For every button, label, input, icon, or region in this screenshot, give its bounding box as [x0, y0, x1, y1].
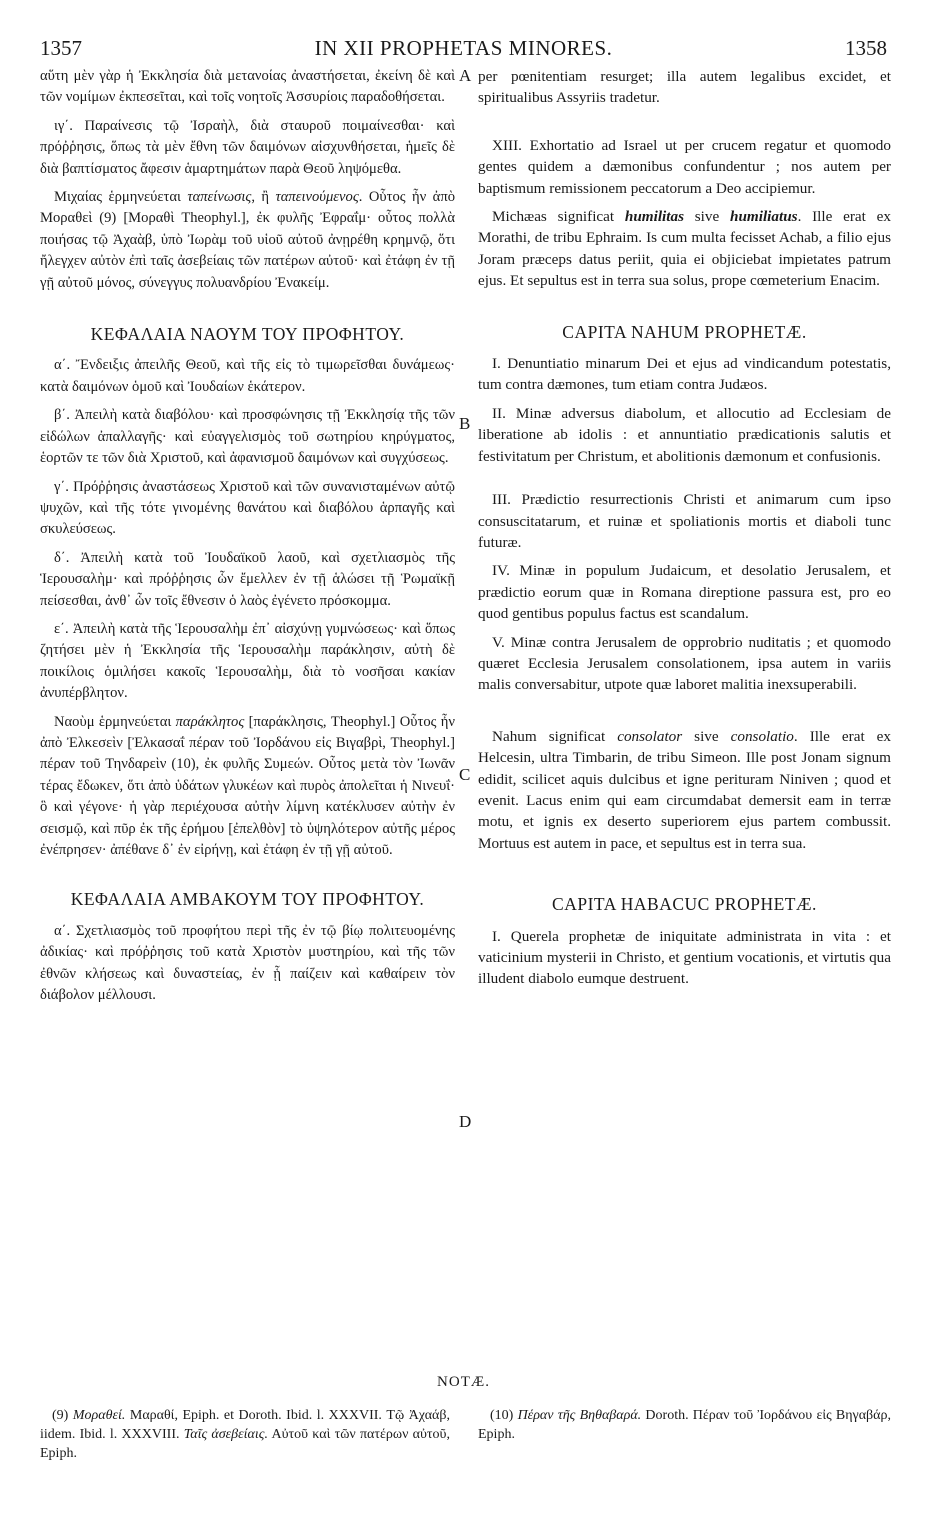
- italic-run: παράκλητος: [175, 713, 245, 730]
- text-run: Μαραθί, Epiph. et Doroth. Ibid. l. XXXVII. Τῷ Ἀχαάβ, iidem. Ibid. l. XXXVIII.: [40, 1408, 450, 1442]
- footnote-10: [478, 1406, 891, 1444]
- italic-run: humiliatus: [730, 208, 798, 226]
- greek-paragraph-naoum: [40, 712, 455, 862]
- latin-chapter-item: II. Minæ adversus diabolum, et allocutio ad Ecclesiam de liberatione ab idolis : et annuntiatio prædicationis salutis et festivitatum per Christum, et abolitionis dæmonum et confusionis.: [478, 404, 891, 465]
- italic-run: consolatio: [730, 727, 794, 745]
- text-run: Μιχαίας ἑρμηνεύεται: [54, 189, 188, 206]
- italic-run: Ταῖς ἀσεβείαις.: [183, 1427, 268, 1442]
- page-number-right: 1358: [845, 36, 887, 60]
- greek-chapter-item: α΄. Ἔνδειξις ἀπειλῆς Θεοῦ, καὶ τῆς εἰς τὸ τιμωρεῖσθαι δυνάμεως· κατὰ δαιμόνων ὁμοῦ καὶ Ἰουδαίων ἑκάτερον.: [40, 357, 455, 395]
- running-title: IN XII PROPHETAS MINORES.: [314, 36, 613, 60]
- latin-chapter-item: IV. Minæ in populum Judaicum, et desolatio Jerusalem, et prædictio eorum quæ in Romana direptione passura est, pro eo quod gentibus populus factus est scandalum.: [478, 562, 891, 623]
- italic-run: Μοραθεί.: [72, 1408, 126, 1423]
- text-run: (9): [52, 1408, 73, 1423]
- italic-run: consolator: [617, 727, 683, 745]
- margin-letter-b: B: [459, 414, 471, 433]
- latin-chapter-item: I. Denuntiatio minarum Dei et ejus ad vindicandum potestatis, tum contra dæmones, tum etiam contra Judæos.: [478, 355, 891, 394]
- latin-paragraph-michaeas: [478, 206, 891, 292]
- text-run: Michæas significat: [492, 208, 625, 226]
- greek-chapter-item: β΄. Ἀπειλὴ κατὰ διαβόλου· καὶ προσφώνησις τῇ Ἐκκλησίᾳ τῆς τῶν εἰδώλων ἀπαλλαγῆς· καὶ εὐαγγελισμὸς τοῦ σωτηρίου κηρύγματος, ἑορτῶν τε τῶν διὰ Χριστοῦ, καὶ ἀφανισμοῦ δαιμόνων καὶ συγχύσεως.: [40, 407, 455, 467]
- latin-column: [478, 66, 891, 997]
- text-run: sive: [682, 727, 731, 745]
- latin-paragraph: XIII. Exhortatio ad Israel ut per crucem regatur et quomodo gentes quidem a dæmonibus confundentur ; nos autem per baptismum remissionem peccatorum a Deo accipiemur.: [478, 136, 891, 197]
- latin-chapter-item: V. Minæ contra Jerusalem de opprobrio nuditatis ; et quomodo quæret Ecclesia Jerusalem consolationem, ipsa autem in variis malis conversabitur, utpote quæ laboret malitia inexsuperabili.: [478, 633, 891, 694]
- latin-chapter-item: III. Prædictio resurrectionis Christi et animarum cum ipso consuscitatarum, et ruinæ et spoliationis mortis et diaboli tunc futuræ.: [478, 491, 891, 551]
- italic-run: humilitas: [624, 208, 684, 226]
- text-run: Αὐτοῦ καὶ τῶν πατέρων αὐτοῦ, Epiph.: [40, 1427, 450, 1461]
- italic-run: ταπεινούμενος: [275, 189, 359, 206]
- latin-paragraph-nahum: [478, 726, 891, 854]
- greek-chapter-item: γ΄. Πρόῤῥησις ἀναστάσεως Χριστοῦ καὶ τῶν συνανισταμένων αὐτῷ ψυχῶν, καὶ τῆς τότε γινομένης θανάτου καὶ διαβόλου ἁρπαγῆς καὶ σκυλεύσεως.: [40, 478, 455, 538]
- margin-letter-a: A: [459, 66, 472, 85]
- running-header: [40, 36, 887, 66]
- notes-title: NOTÆ.: [437, 1374, 490, 1390]
- text-run: Ναοὺμ ἑρμηνεύεται: [54, 713, 176, 730]
- greek-chapter-item: δ΄. Ἀπειλὴ κατὰ τοῦ Ἰουδαϊκοῦ λαοῦ, καὶ σχετλιασμὸς τῆς Ἱερουσαλὴμ· καὶ πρόῤῥησις ὧν ἔμελλεν ἐν τῇ ἁλώσει τῇ Ῥωμαϊκῇ πείσεσθαι, ἀνθ᾽ ὧν τοῖς ἔθνεσιν ὁ λαὸς ἐγένετο πρόσκομμα.: [40, 549, 455, 609]
- margin-letter-d: D: [459, 1112, 472, 1131]
- latin-chapter-item: I. Querela prophetæ de iniquitate administrata in vita : et vaticinium mysterii in Christo, et gentium vocationis, et virtutis qua illudent diabolo eumque destruent.: [478, 927, 891, 988]
- section-heading-naoum: ΚΕΦΑΛΑΙΑ ΝΑΟΥΜ ΤΟΥ ΠΡΟΦΗΤΟΥ.: [90, 324, 405, 345]
- text-run: . Ille erat ex Morathi, de tribu Ephraim. Is cum multa fecisset Achab, a filio ejus Joram præceps datus periit, quia ei objiciebat impietates patrum ejus. Et sepultus est in terra sua solus, prope cœmeterium Enacim.: [478, 208, 892, 290]
- greek-paragraph: ιγ΄. Παραίνεσις τῷ Ἰσραὴλ, διὰ σταυροῦ ποιμαίνεσθαι· καὶ πρόῤῥησις, ὅπως τὰ μὲν ἔθνη τῶν δαιμόνων αἰσχυνθήσεται, ἡμεῖς δὲ διὰ βαπτίσματος ἄφεσιν ἁμαρτημάτων παρὰ Θεοῦ ληψόμεθα.: [40, 117, 455, 177]
- page-number-left: 1357: [40, 36, 82, 60]
- section-heading-nahum: CAPITA NAHUM PROPHETÆ.: [562, 321, 807, 342]
- text-run: . Οὗτος ἦν ἀπὸ Μοραθεὶ (9) [Μοραθὶ Theophyl.], ἐκ φυλῆς Ἐφραΐμ· οὗτος πολλὰ ποιήσας τῷ Ἀχαὰβ, ὑπὸ Ἰωρὰμ τοῦ υἱοῦ αὐτοῦ ἀνῃρέθη κρημνῷ, ὅτι ἤλεγχεν αὐτὸν ἐπὶ ταῖς ἀσεβείαις τῶν πατέρων αὐτοῦ· καὶ ἐτάφη ἐν τῇ γῇ αὐτοῦ μόνος, σύνεγγυς πολυανδρίου Ἐνακείμ.: [40, 189, 455, 291]
- section-heading-ambakoum: ΚΕΦΑΛΑΙΑ ΑΜΒΑΚΟΥΜ ΤΟΥ ΠΡΟΦΗΤΟΥ.: [70, 889, 425, 910]
- text-run: sive: [684, 208, 731, 226]
- latin-paragraph: per pœnitentiam resurget; illa autem legalibus excidet, et spiritualibus Assyriis tradetur.: [478, 68, 891, 107]
- margin-letter-c: C: [459, 765, 471, 784]
- text-run: . Ille erat ex Helcesin, ultra Timbarin, de tribu Simeon. Ille post Jonam signum edidit, scilicet aquis dulcibus et igne perituram Niniven ; quod et evenit. Lacus enim qui eam circumdabat demersit eam in terræ motu, et ignis ex deserto superiorem ejus partem combussit. Mortuus est autem in pace, et sepultus est in terra sua.: [478, 727, 891, 852]
- italic-run: Πέραν τῆς Βηθαβαρά.: [517, 1408, 642, 1423]
- greek-paragraph: αὕτη μὲν γὰρ ἡ Ἐκκλησία διὰ μετανοίας ἀναστήσεται, ἐκείνη δὲ καὶ τῶν νομίμων ἐκπεσεῖται, καὶ τοῖς νοητοῖς Ἀσσυρίοις παραδοθήσεται.: [40, 68, 455, 106]
- text-run: (10): [490, 1408, 518, 1423]
- greek-column: [40, 66, 455, 1013]
- footnote-9: [40, 1406, 450, 1463]
- section-heading-habacuc: CAPITA HABACUC PROPHETÆ.: [552, 894, 817, 915]
- italic-run: ταπείνωσις: [187, 189, 252, 206]
- greek-chapter-item: ε΄. Ἀπειλὴ κατὰ τῆς Ἱερουσαλὴμ ἐπ᾽ αἰσχύνῃ γυμνώσεως· καὶ ὅπως ζητήσει μὲν ἡ Ἐκκλησία τῆς Ἱερουσαλὴμ παράκλησιν, αὐτὴ δὲ ποικίλοις ὁμιλήσει κακοῖς Ἱερουσαλὴμ, διὰ τὸ νοσῆσαι κακίαν ἀνυπέρβλητον.: [40, 620, 455, 702]
- greek-paragraph-michaeas: [40, 187, 455, 294]
- text-run: Nahum significat: [492, 727, 618, 745]
- text-run: Doroth. Πέραν τοῦ Ἰορδάνου εἰς Βηγαβάρ, Epiph.: [478, 1408, 892, 1442]
- text-run: [παράκλησις, Theophyl.] Οὗτος ἦν ἀπὸ Ἐλκεσεὶν [Ἐλκασαΐ πέραν τοῦ Ἰορδάνου εἰς Βιγαβρὶ, Theophyl.] πέραν τοῦ Τηνδαρεὶν (10), ἐκ φυλῆς Συμεών. Οὗτος μετὰ τὸν Ἰωνᾶν τέρας ἔδωκεν, ὅτι ἀπὸ ὑδάτων γλυκέων καὶ πυρὸς ἀπολεῖται ἡ Νινευΐ· ὃ καὶ γέγονε· ἡ γὰρ περιέχουσα αὐτὴν λίμνη κατέκλυσεν αὐτὴν ἐν σεισμῷ, καὶ πῦρ ἐκ τῆς ἐρήμου [ἐπελθὸν] τὸ ὑψηλότερον αὐτῆς μέρος ἐνέπρησεν· ἀπέθανε δ᾽ ἐν εἰρήνῃ, καὶ ἐτάφη ἐν τῇ γῇ αὐτοῦ.: [40, 713, 455, 858]
- text-run: , ἢ: [251, 189, 276, 206]
- greek-chapter-item: α΄. Σχετλιασμὸς τοῦ προφήτου περὶ τῆς ἐν τῷ βίῳ πολιτευομένης ἀδικίας· καὶ πρόῤῥησις τοῦ κατὰ Χριστὸν μυστηρίου, καὶ τῆς τῶν ἐθνῶν κλήσεως καὶ δυναστείας, ἐν ᾗ παίζειν καὶ καθαίρειν τὸν διάβολον μέλλουσι.: [40, 922, 455, 1004]
